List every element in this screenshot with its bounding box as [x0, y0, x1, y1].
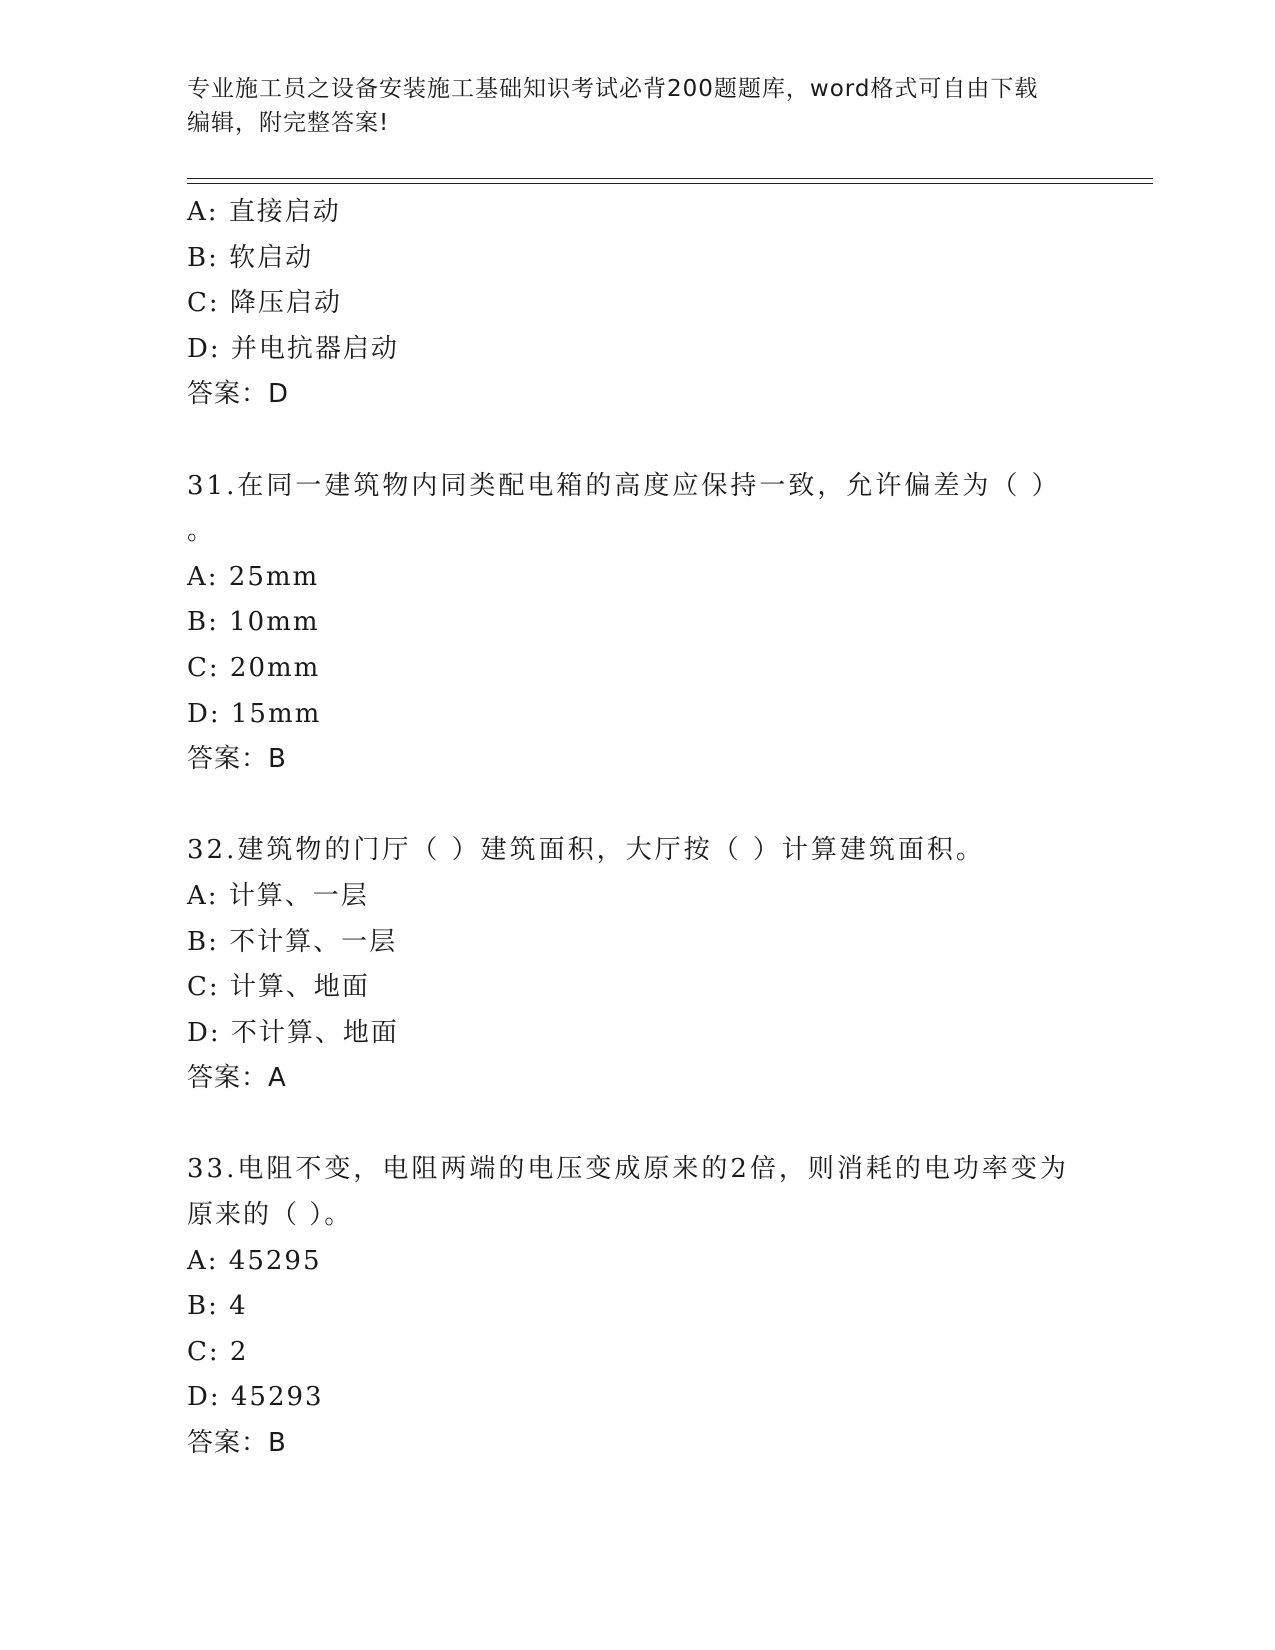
question-32 — [187, 828, 1087, 1102]
option-b: B: 不计算、一层 — [187, 926, 398, 957]
header-rule-bottom — [187, 183, 1153, 184]
option-a: A: 45295 — [187, 1245, 322, 1276]
spacer — [187, 783, 1087, 829]
option-d: D: 15mm — [187, 698, 322, 729]
option-a: A: 25mm — [187, 561, 320, 592]
question-31 — [187, 464, 1087, 783]
question-30-continued — [187, 190, 1087, 418]
option-c: C: 计算、地面 — [187, 972, 370, 1003]
answer-line: 答案：A — [187, 1063, 287, 1094]
answer-line: 答案：B — [187, 1428, 287, 1459]
option-a: A: 直接启动 — [187, 197, 341, 227]
question-text-continued: 。 — [187, 516, 216, 547]
option-c: C: 降压启动 — [187, 288, 342, 319]
option-c: C: 2 — [187, 1336, 249, 1367]
question-text: 31.在同一建筑物内同类配电箱的高度应保持一致，允许偏差为（ ） — [187, 470, 1061, 501]
spacer — [187, 418, 1087, 464]
question-33 — [187, 1147, 1087, 1466]
option-b: B: 4 — [187, 1291, 248, 1322]
header-rule-top — [187, 178, 1153, 179]
question-text: 33.电阻不变，电阻两端的电压变成原来的2倍，则消耗的电功率变为 — [187, 1154, 1069, 1185]
option-d: D: 45293 — [187, 1382, 324, 1413]
option-c: C: 20mm — [187, 652, 321, 683]
spacer — [187, 1102, 1087, 1148]
answer-line: 答案：B — [187, 744, 287, 775]
question-text-continued: 原来的（ ）。 — [187, 1200, 353, 1231]
answer-line: 答案：D — [187, 379, 290, 410]
option-b: B: 10mm — [187, 607, 320, 638]
option-b: B: 软启动 — [187, 242, 314, 273]
question-list — [187, 190, 1087, 1467]
option-d: D: 不计算、地面 — [187, 1017, 399, 1048]
header-line-1: 专业施工员之设备安装施工基础知识考试必背200题题库，word格式可自由下载 — [187, 76, 1039, 102]
document-header — [187, 72, 1087, 140]
option-d: D: 并电抗器启动 — [187, 333, 399, 364]
header-line-2: 编辑，附完整答案! — [187, 110, 390, 136]
option-a: A: 计算、一层 — [187, 880, 369, 911]
question-text: 32.建筑物的门厅（ ）建筑面积，大厅按（ ）计算建筑面积。 — [187, 835, 985, 866]
